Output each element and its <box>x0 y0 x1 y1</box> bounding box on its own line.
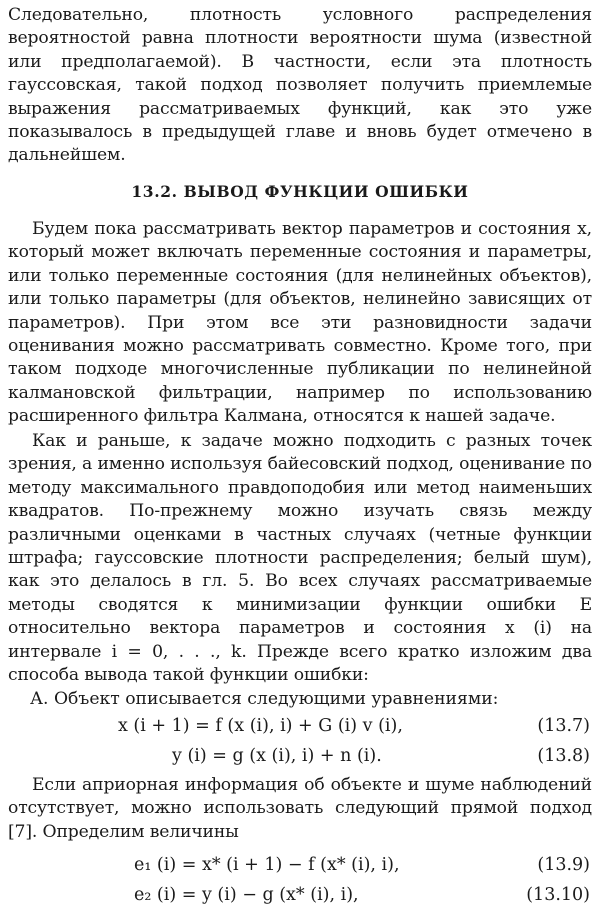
equation-13-8 <box>0 744 600 768</box>
equation-number: (13.8) <box>537 746 590 766</box>
equation-body: x (i + 1) = f (x (i), i) + G (i) v (i), <box>118 716 403 736</box>
equation-number: (13.9) <box>537 855 590 875</box>
equation-13-7 <box>0 714 600 738</box>
paragraph-2: Как и раньше, к задаче можно подходить с разных точек зрения, а именно используя байесовский подход, оценивание по методу максимального правдоподобия или метод наименьших квадратов. По-прежнему можно изучать связь между различными оценками в частных случаях (четные функции штрафа; гауссовские плотности распределения; белый шум), как это делалось в гл. 5. Во всех случаях рассматриваемые методы сводятся к минимизации функции ошибки E относительно вектора параметров и состояния x (i) на интервале i = 0, . . ., k. Прежде всего кратко изложим два способа вывода такой функции ошибки: <box>8 431 592 686</box>
intro-paragraph: Следовательно, плотность условного распределения вероятностой равна плотности вероятности шума (известной или предполагаемой). В частности, если эта плотность гауссовская, такой подход позволяет получить приемлемые выражения рассматриваемых функций, как это уже показывалось в предыдущей главе и вновь будет отмечено в дальнейшем. <box>8 5 592 166</box>
equation-body: e₂ (i) = y (i) − g (x* (i), i), <box>134 885 359 905</box>
equation-number: (13.7) <box>537 716 590 736</box>
equation-body: e₁ (i) = x* (i + 1) − f (x* (i), i), <box>134 855 400 875</box>
paragraph-1: Будем пока рассматривать вектор параметров и состояния x, который может включать переменные состояния и параметры, или только переменные состояния (для нелинейных объектов), или только параметры (для объектов, нелинейно зависящих от параметров). При этом все эти разновидности задачи оценивания можно рассматривать совместно. Кроме того, при таком подходе многочисленные публикации по нелинейной калмановской фильтрации, например по использованию расширенного фильтра Калмана, относятся к нашей задаче. <box>8 219 592 427</box>
section-heading: 13.2. ВЫВОД ФУНКЦИИ ОШИБКИ <box>131 182 469 201</box>
equation-body: y (i) = g (x (i), i) + n (i). <box>172 746 382 766</box>
paragraph-3: Если априорная информация об объекте и шуме наблюдений отсутствует, можно использовать следующий прямой подход [7]. Определим величины <box>8 775 592 842</box>
item-a-line: А. Объект описывается следующими уравнениями: <box>30 689 499 709</box>
equation-13-10 <box>0 883 600 907</box>
equation-13-9 <box>0 853 600 877</box>
equation-number: (13.10) <box>526 885 590 905</box>
